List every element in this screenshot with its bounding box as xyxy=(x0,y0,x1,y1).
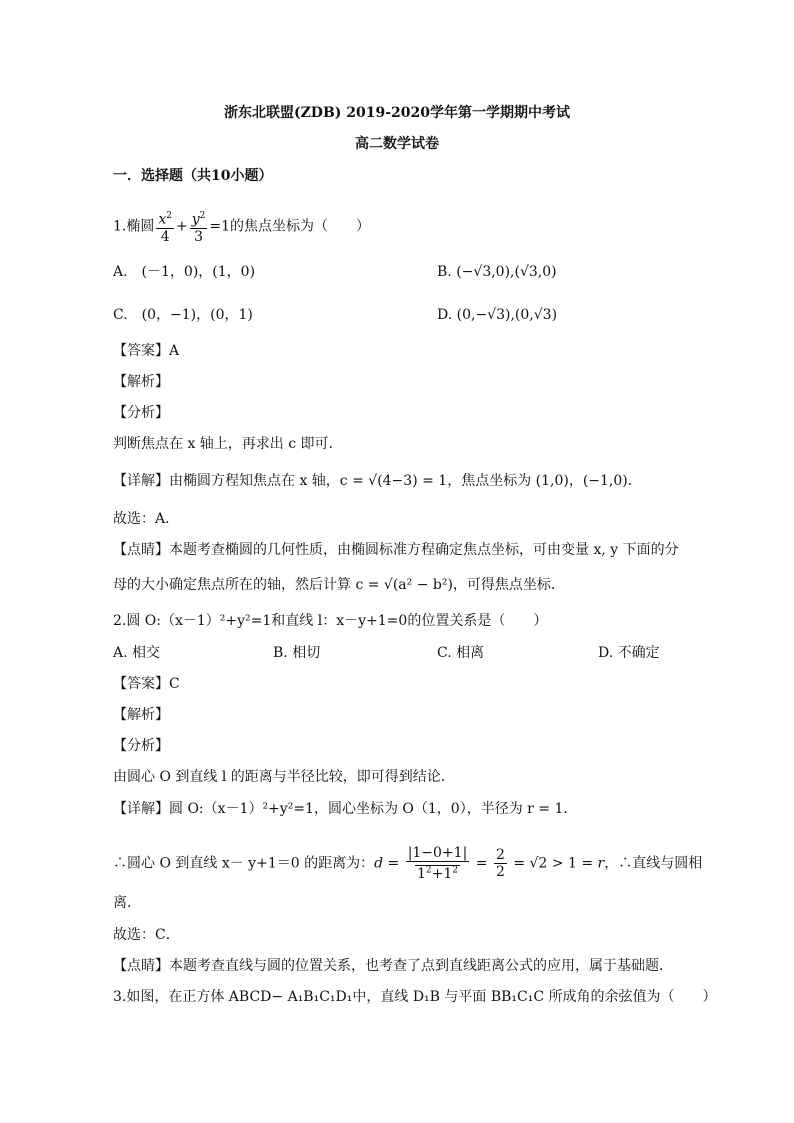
q1-option-c: C. (0，−1)，(0，1) xyxy=(113,307,253,323)
q1-comment-line2: 母的大小确定焦点所在的轴，然后计算 c = √(a² − b²)，可得焦点坐标． xyxy=(113,577,565,593)
q2-fenxi-text: 由圆心 O 到直线 l 的距离与半径比较，即可得到结论． xyxy=(113,769,455,785)
q1-comment-line1: 【点睛】本题考查椭圆的几何性质，由椭圆标准方程确定焦点坐标，可由变量 x, y 下面的分 xyxy=(113,542,679,558)
q2-option-b: B. 相切 xyxy=(273,645,321,661)
q1-fenxi-text: 判断焦点在 x 轴上，再求出 c 即可． xyxy=(113,436,343,452)
q1-frac-x: $\frac{x^2}{4}$ xyxy=(156,208,174,245)
q1-answer: 【答案】A xyxy=(113,343,180,359)
q1-jiexi: 【解析】 xyxy=(113,374,169,390)
q1-option-b xyxy=(437,262,557,282)
q1-detail: 【详解】由椭圆方程知焦点在 x 轴，c = √(4−3) = 1，焦点坐标为 (1,0)，(−1,0)． xyxy=(113,473,642,489)
q1-frac-y: $\frac{y^2}{3}$ xyxy=(190,208,208,245)
q2-distance-frac2: $\frac{2}{2}$ xyxy=(495,846,505,880)
q2-option-a: A. 相交 xyxy=(113,645,161,661)
q1-option-d-label: D. xyxy=(437,307,453,323)
q2-distance-end: 离． xyxy=(113,895,141,911)
exam-title: 浙东北联盟(ZDB) 2019-2020学年第一学期期中考试 xyxy=(223,105,571,121)
q2-detail: 【详解】圆 O:（x－1）²+y²=1，圆心坐标为 O（1，0），半径为 r = 1． xyxy=(113,801,578,817)
q1-option-d xyxy=(437,305,557,325)
q3-stem: 3.如图，在正方体 ABCD− A₁B₁C₁D₁中，直线 D₁B 与平面 BB₁C₁C 所成角的余弦值为（ ） xyxy=(113,989,717,1005)
q1-option-b-label: B. xyxy=(437,264,452,280)
q1-number: 1. xyxy=(113,218,127,235)
q2-comment: 【点睛】本题考查直线与圆的位置关系，也考查了点到直线距离公式的应用，属于基础题． xyxy=(113,958,673,974)
q1-option-a: A. (－1，0)，(1，0) xyxy=(113,264,256,280)
q1-option-d-text: (0,−√3),(0,√3) xyxy=(456,307,558,323)
q2-choice: 故选：C． xyxy=(113,927,180,943)
section-heading: 一．选择题（共10小题） xyxy=(113,168,273,184)
q2-option-c: C. 相离 xyxy=(437,645,485,661)
q1-choice: 故选：A． xyxy=(113,511,180,527)
q1-suffix: =1的焦点坐标为（ ） xyxy=(209,218,371,235)
q2-jiexi: 【解析】 xyxy=(113,707,169,723)
q2-distance-suffix: ，∴直线与圆相 xyxy=(604,855,703,872)
q2-distance-frac: $\frac{|1-0+1|}{1^2+1^2}$ xyxy=(407,845,468,882)
q2-stem: 2.圆 O:（x－1）²+y²=1和直线 l：x－y+1=0的位置关系是（ ） xyxy=(113,613,548,629)
q1-prefix: 椭圆 xyxy=(126,218,155,235)
q2-fenxi: 【分析】 xyxy=(113,738,169,754)
q1-stem: 1.椭圆 $\frac{x^2}{4}$ + $\frac{y^2}{3}$ =1的焦点坐标为（ ） xyxy=(113,208,370,245)
q2-option-d: D. 不确定 xyxy=(598,645,660,661)
q2-distance-prefix: ∴圆心 O 到直线 x－ y+1＝0 的距离为： xyxy=(113,855,375,872)
q1-fenxi: 【分析】 xyxy=(113,405,169,421)
q1-option-b-text: (−√3,0),(√3,0) xyxy=(456,264,557,280)
q2-distance-line: ∴圆心 O 到直线 x－ y+1＝0 的距离为：d = $\frac{|1-0+1|}{1^2+1^2}$ = $\frac{2}{2}$ = √2 > 1 = r，∴直线与圆相 xyxy=(113,845,703,882)
q2-answer: 【答案】C xyxy=(113,676,180,692)
exam-subtitle: 高二数学试卷 xyxy=(355,136,439,152)
